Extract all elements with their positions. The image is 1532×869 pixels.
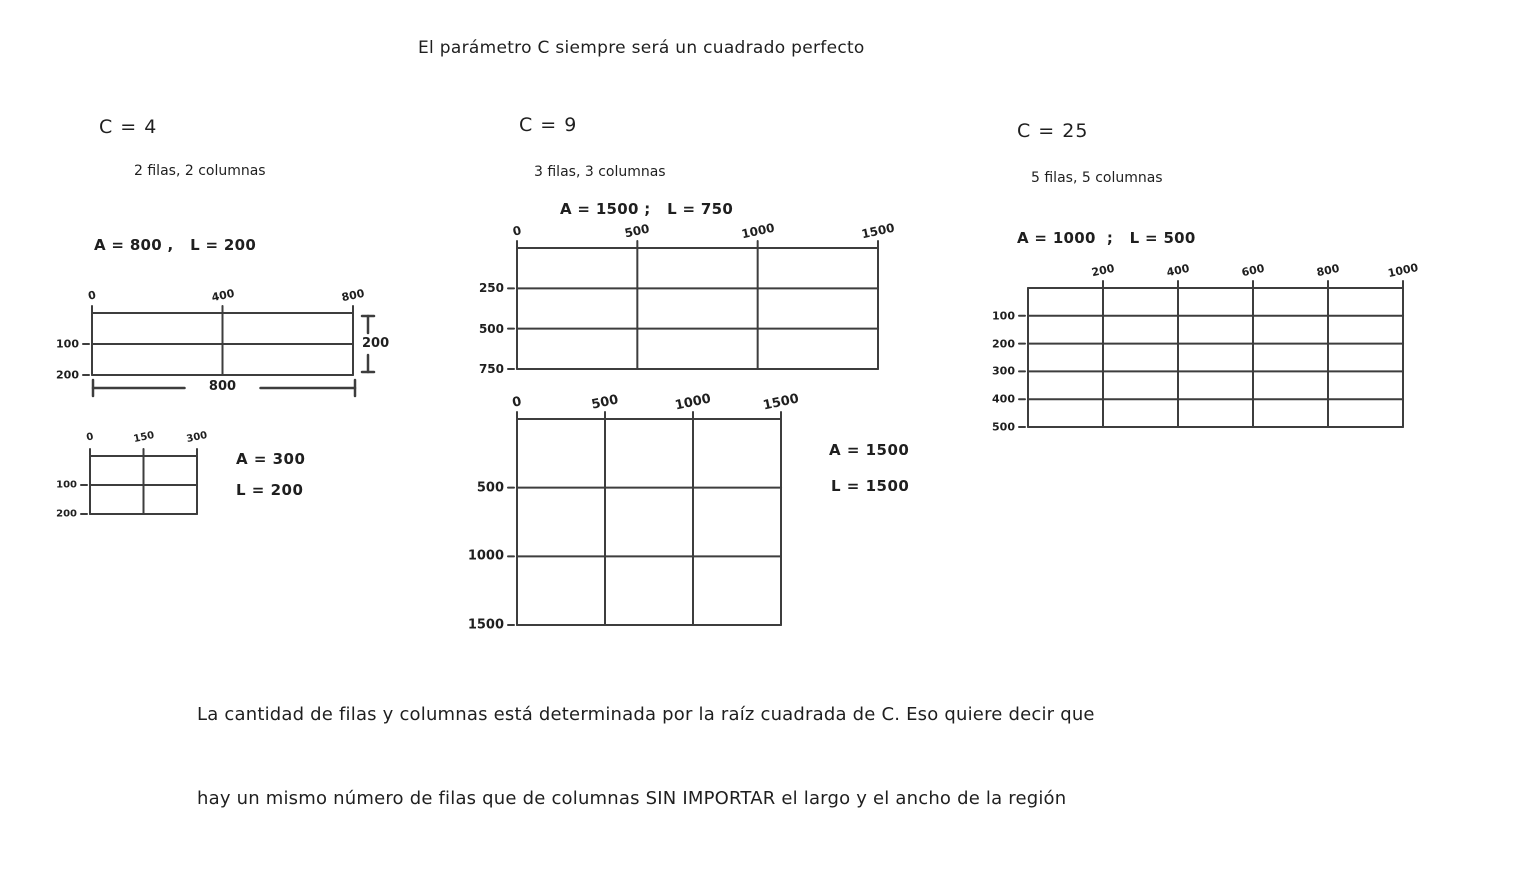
x-axis-label: 200 — [1090, 261, 1116, 280]
footer-note-line2: hay un mismo número de filas que de columnas SIN IMPORTAR el largo y el ancho de la región — [197, 788, 1067, 809]
section-c9-subtitle: 3 filas, 3 columnas — [534, 164, 666, 180]
footer-note — [197, 645, 1095, 869]
section-c9-dimensions: A = 1500 ; L = 750 — [560, 200, 734, 218]
x-axis-label: 400 — [1165, 261, 1191, 280]
c9-square-grid-length-label: L = 1500 — [831, 477, 910, 495]
x-axis-label: 1500 — [860, 220, 896, 242]
section-c25-dimensions: A = 1000 ; L = 500 — [1017, 229, 1196, 247]
page-title: El parámetro C siempre será un cuadrado perfecto — [418, 38, 865, 58]
section-c25-heading: C = 25 — [1017, 120, 1089, 142]
x-axis-label: 800 — [1315, 261, 1341, 280]
y-axis-label: 500 — [478, 321, 504, 336]
x-axis-label: 0 — [511, 394, 523, 411]
y-axis-label: 200 — [56, 368, 79, 382]
x-axis-label: 0 — [86, 288, 98, 303]
section-c25-subtitle: 5 filas, 5 columnas — [1031, 170, 1163, 186]
c4-main-grid — [56, 286, 390, 394]
y-axis-label: 300 — [992, 364, 1015, 378]
c9-square-grid — [467, 391, 801, 633]
grid-lines — [92, 313, 353, 375]
x-axis-label: 600 — [1240, 261, 1266, 280]
section-c4-subtitle: 2 filas, 2 columnas — [134, 163, 266, 179]
section-c9-heading: C = 9 — [519, 114, 578, 136]
y-axis-label: 100 — [992, 309, 1015, 323]
x-axis-label: 0 — [511, 223, 523, 239]
x-axis-label: 800 — [340, 286, 366, 305]
c4-small-grid — [56, 429, 209, 520]
y-axis-label: 1500 — [467, 617, 504, 633]
c9-wide-grid — [478, 220, 896, 376]
x-axis-label: 0 — [85, 431, 95, 444]
section-c4-heading: C = 4 — [99, 116, 158, 138]
x-axis-label: 500 — [590, 392, 620, 413]
y-axis-label: 200 — [992, 337, 1015, 351]
c4-small-grid-area-label: A = 300 — [236, 450, 306, 468]
x-axis-label: 150 — [132, 429, 155, 446]
x-axis-label: 1000 — [1386, 260, 1420, 281]
x-axis-label: 300 — [185, 429, 209, 446]
c25-grid — [992, 260, 1420, 434]
y-axis-label: 1000 — [467, 548, 504, 564]
y-axis-label: 250 — [478, 281, 504, 296]
width-dimension-label: 800 — [208, 379, 237, 394]
y-axis-label: 500 — [476, 480, 504, 496]
y-axis-label: 200 — [56, 508, 77, 520]
y-axis-label: 100 — [56, 479, 77, 491]
grid-lines — [517, 419, 781, 625]
y-axis-label: 100 — [56, 337, 79, 351]
x-axis-label: 1500 — [761, 391, 801, 414]
x-axis-label: 500 — [623, 221, 652, 241]
x-axis-label: 400 — [209, 286, 236, 305]
grid-lines — [90, 456, 197, 514]
grid-lines — [517, 248, 878, 369]
grid-lines — [1028, 288, 1403, 427]
x-axis-label: 1000 — [739, 220, 776, 242]
c4-small-grid-length-label: L = 200 — [236, 481, 304, 499]
section-c4-dimensions: A = 800 , L = 200 — [94, 236, 257, 254]
height-dimension-label: 200 — [362, 336, 390, 351]
footer-note-line1: La cantidad de filas y columnas está determinada por la raíz cuadrada de C. Eso quiere decir que — [197, 704, 1095, 725]
y-axis-label: 500 — [992, 420, 1015, 434]
c9-square-grid-area-label: A = 1500 — [829, 441, 910, 459]
x-axis-label: 1000 — [673, 391, 713, 414]
y-axis-label: 750 — [478, 362, 504, 376]
y-axis-label: 400 — [992, 392, 1015, 406]
